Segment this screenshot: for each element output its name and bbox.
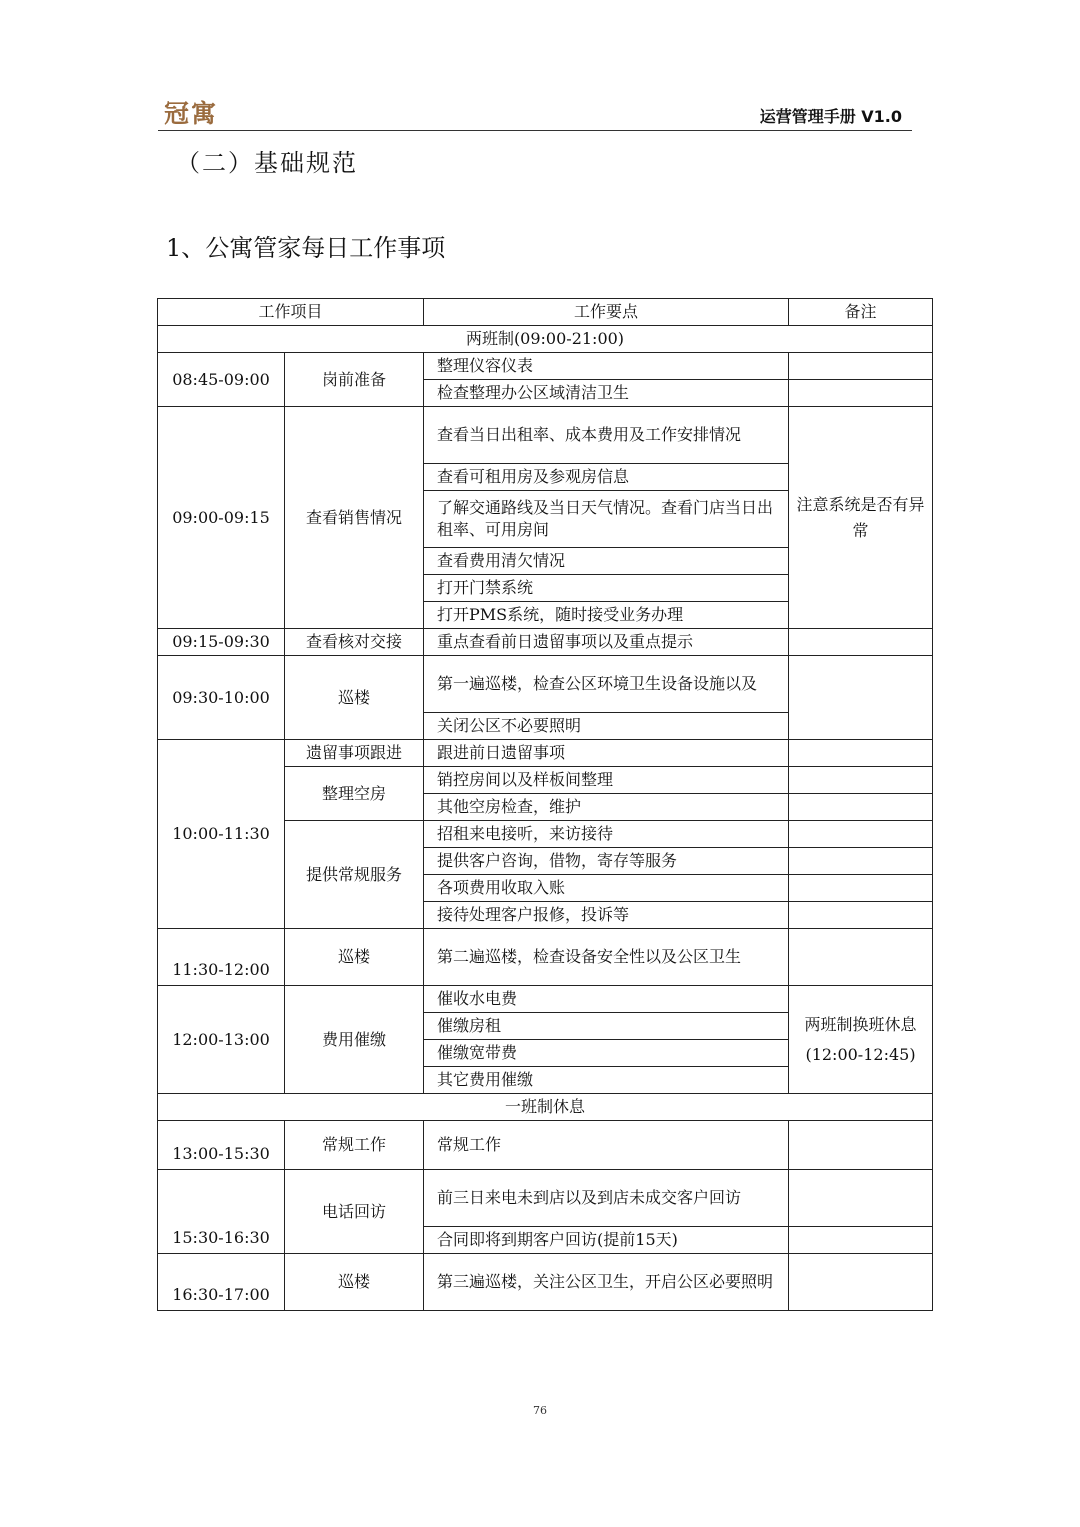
point-cell: 第二遍巡楼，检查设备安全性以及公区卫生 <box>424 929 789 986</box>
note-cell <box>789 794 933 821</box>
table-row <box>158 353 933 380</box>
point-cell: 其它费用催缴 <box>424 1067 789 1094</box>
note-cell <box>789 902 933 929</box>
item-cell: 查看核对交接 <box>285 629 424 656</box>
note-cell <box>789 1254 933 1311</box>
one-shift-row <box>158 1094 933 1121</box>
note-cell <box>789 656 933 740</box>
subsection-title: 1、公寓管家每日工作事项 <box>166 234 446 262</box>
item-cell: 整理空房 <box>285 767 424 821</box>
time-cell: 15:30-16:30 <box>158 1170 285 1254</box>
point-cell: 催收水电费 <box>424 986 789 1013</box>
table-header-row <box>158 299 933 326</box>
table-row <box>158 656 933 713</box>
point-cell: 了解交通路线及当日天气情况。查看门店当日出租率、可用房间 <box>424 491 789 548</box>
table-row <box>158 929 933 986</box>
note-cell <box>789 380 933 407</box>
point-cell: 关闭公区不必要照明 <box>424 713 789 740</box>
point-cell: 合同即将到期客户回访(提前15天) <box>424 1227 789 1254</box>
point-cell: 提供客户咨询，借物，寄存等服务 <box>424 848 789 875</box>
point-cell: 第一遍巡楼，检查公区环境卫生设备设施以及 <box>424 656 789 713</box>
time-cell: 11:30-12:00 <box>158 929 285 986</box>
table-row <box>158 1170 933 1227</box>
table-row <box>158 407 933 464</box>
table-row <box>158 986 933 1013</box>
table-row <box>158 1254 933 1311</box>
daily-tasks-table <box>157 298 933 1311</box>
time-cell: 09:30-10:00 <box>158 656 285 740</box>
point-cell: 各项费用收取入账 <box>424 875 789 902</box>
header-work-points: 工作要点 <box>424 299 789 326</box>
item-cell: 遗留事项跟进 <box>285 740 424 767</box>
item-cell: 查看销售情况 <box>285 407 424 629</box>
point-cell: 打开PMS系统，随时接受业务办理 <box>424 602 789 629</box>
point-cell: 招租来电接听，来访接待 <box>424 821 789 848</box>
header-work-item: 工作项目 <box>158 299 424 326</box>
point-cell: 其他空房检查，维护 <box>424 794 789 821</box>
time-cell: 16:30-17:00 <box>158 1254 285 1311</box>
point-cell: 打开门禁系统 <box>424 575 789 602</box>
point-cell: 销控房间以及样板间整理 <box>424 767 789 794</box>
note-cell <box>789 821 933 848</box>
item-cell: 巡楼 <box>285 1254 424 1311</box>
two-shift-label: 两班制(09:00-21:00) <box>158 326 933 353</box>
point-cell: 前三日来电未到店以及到店未成交客户回访 <box>424 1170 789 1227</box>
point-cell: 整理仪容仪表 <box>424 353 789 380</box>
note-cell: 注意系统是否有异常 <box>789 407 933 629</box>
point-cell: 检查整理办公区域清洁卫生 <box>424 380 789 407</box>
note-cell <box>789 875 933 902</box>
item-cell: 巡楼 <box>285 656 424 740</box>
table-row <box>158 629 933 656</box>
point-cell: 催缴宽带费 <box>424 1040 789 1067</box>
note-cell <box>789 1227 933 1254</box>
note-cell: 两班制换班休息(12:00-12:45) <box>789 986 933 1094</box>
note-cell <box>789 767 933 794</box>
point-cell: 查看当日出租率、成本费用及工作安排情况 <box>424 407 789 464</box>
point-cell: 催缴房租 <box>424 1013 789 1040</box>
point-cell: 查看费用清欠情况 <box>424 548 789 575</box>
item-cell: 岗前准备 <box>285 353 424 407</box>
item-cell: 费用催缴 <box>285 986 424 1094</box>
time-cell: 09:00-09:15 <box>158 407 285 629</box>
note-cell <box>789 1170 933 1227</box>
time-cell: 10:00-11:30 <box>158 740 285 929</box>
point-cell: 常规工作 <box>424 1121 789 1170</box>
point-cell: 重点查看前日遗留事项以及重点提示 <box>424 629 789 656</box>
note-cell <box>789 740 933 767</box>
point-cell: 接待处理客户报修，投诉等 <box>424 902 789 929</box>
point-cell: 跟进前日遗留事项 <box>424 740 789 767</box>
note-cell <box>789 929 933 986</box>
time-cell: 08:45-09:00 <box>158 353 285 407</box>
one-shift-label: 一班制休息 <box>158 1094 933 1121</box>
note-cell <box>789 353 933 380</box>
time-cell: 12:00-13:00 <box>158 986 285 1094</box>
note-cell <box>789 848 933 875</box>
brand-logo: 冠寓 <box>164 99 219 128</box>
two-shift-row <box>158 326 933 353</box>
item-cell: 巡楼 <box>285 929 424 986</box>
time-cell: 09:15-09:30 <box>158 629 285 656</box>
header-remarks: 备注 <box>789 299 933 326</box>
time-cell: 13:00-15:30 <box>158 1121 285 1170</box>
page-number: 76 <box>533 1404 547 1417</box>
section-title: （二）基础规范 <box>176 149 358 177</box>
item-cell: 提供常规服务 <box>285 821 424 929</box>
page-header <box>158 92 912 131</box>
item-cell: 电话回访 <box>285 1170 424 1254</box>
item-cell: 常规工作 <box>285 1121 424 1170</box>
table-row <box>158 740 933 767</box>
note-cell <box>789 629 933 656</box>
point-cell: 第三遍巡楼，关注公区卫生，开启公区必要照明 <box>424 1254 789 1311</box>
point-cell: 查看可租用房及参观房信息 <box>424 464 789 491</box>
table-row <box>158 1121 933 1170</box>
note-cell <box>789 1121 933 1170</box>
manual-title: 运营管理手册 V1.0 <box>759 107 902 126</box>
